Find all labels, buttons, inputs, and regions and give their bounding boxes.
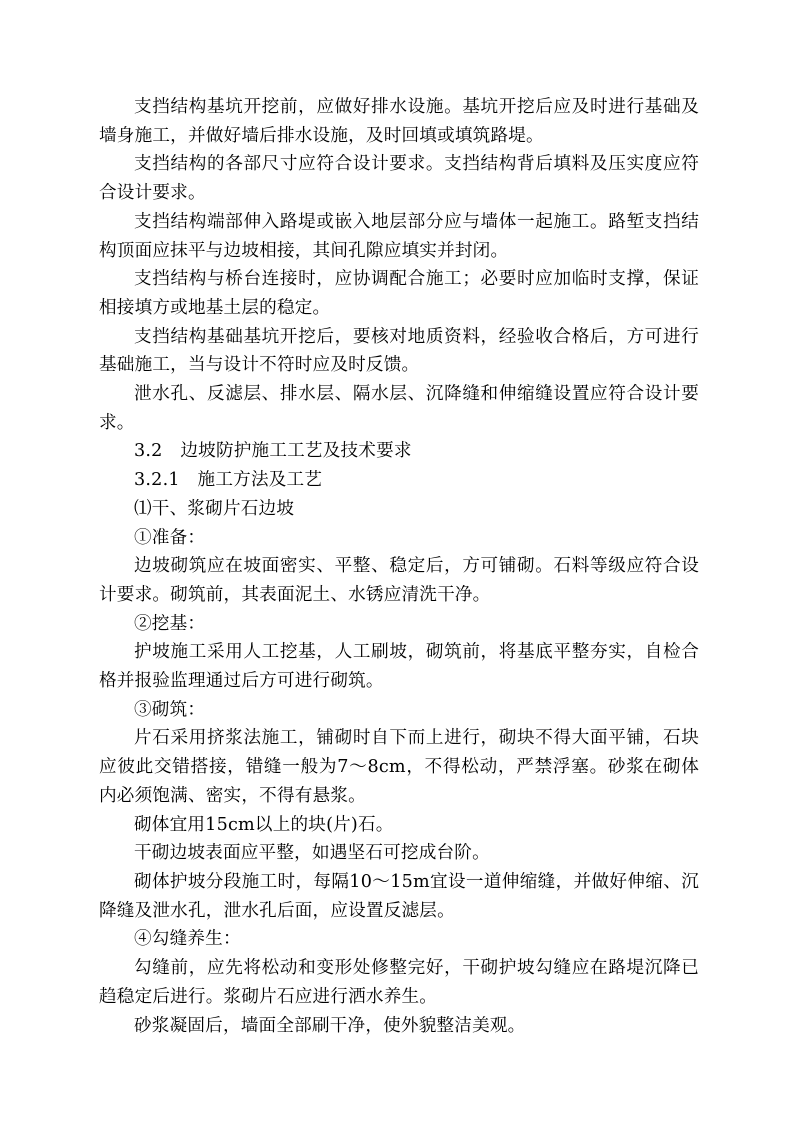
body-paragraph: 支挡结构基础基坑开挖后，要核对地质资料，经验收合格后，方可进行基础施工，当与设计不符时应及时反馈。 <box>99 326 699 376</box>
item-heading: ⑴干、浆砌片石边坡 <box>134 498 295 519</box>
body-paragraph: 支挡结构基坑开挖前，应做好排水设施。基坑开挖后应及时进行基础及墙身施工，并做好墙后排水设施，及时回填或填筑路堤。 <box>99 97 699 146</box>
subsection-heading: 3.2.1 施工方法及工艺 <box>134 470 323 491</box>
body-paragraph: 护坡施工采用人工挖基，人工刷坡，砌筑前，将基底平整夯实，自检合格并报验监理通过后方可进行砌筑。 <box>99 642 699 692</box>
document-body <box>99 93 699 1040</box>
body-paragraph: 泄水孔、反滤层、排水层、隔水层、沉降缝和伸缩缝设置应符合设计要求。 <box>99 384 699 433</box>
body-paragraph: 砌体宜用15cm以上的块(片)石。 <box>134 814 394 835</box>
body-paragraph: 砂浆凝固后，墙面全部刷干净，使外貌整洁美观。 <box>134 1015 526 1036</box>
body-paragraph: 支挡结构与桥台连接时，应协调配合施工；必要时应加临时支撑，保证相接填方或地基土层的稳定。 <box>99 269 699 318</box>
step-heading: ④勾缝养生： <box>134 929 241 950</box>
step-heading: ②挖基： <box>134 613 206 634</box>
body-paragraph: 干砌边坡表面应平整，如遇坚石可挖成台阶。 <box>134 843 490 864</box>
body-paragraph: 砌体护坡分段施工时，每隔10～15m宜设一道伸缩缝，并做好伸缩、沉降缝及泄水孔，泄水孔后面，应设置反滤层。 <box>99 871 699 921</box>
section-heading: 3.2 边坡防护施工工艺及技术要求 <box>134 441 412 462</box>
body-paragraph: 支挡结构的各部尺寸应符合设计要求。支挡结构背后填料及压实度应符合设计要求。 <box>99 154 699 204</box>
body-paragraph: 支挡结构端部伸入路堤或嵌入地层部分应与墙体一起施工。路堑支挡结构顶面应抹平与边坡相接，其间孔隙应填实并封闭。 <box>99 211 699 261</box>
body-paragraph: 片石采用挤浆法施工，铺砌时自下而上进行，砌块不得大面平铺，石块应彼此交错搭接，错缝一般为7～8cm，不得松动，严禁浮塞。砂浆在砌体内必须饱满、密实，不得有悬浆。 <box>99 728 699 806</box>
step-heading: ①准备： <box>134 527 206 548</box>
body-paragraph: 边坡砌筑应在坡面密实、平整、稳定后，方可铺砌。石料等级应符合设计要求。砌筑前，其表面泥土、水锈应清洗干净。 <box>99 556 699 605</box>
body-paragraph: 勾缝前，应先将松动和变形处修整完好，干砌护坡勾缝应在路堤沉降已趋稳定后进行。浆砌片石应进行洒水养生。 <box>99 958 699 1007</box>
step-heading: ③砌筑： <box>134 699 206 720</box>
